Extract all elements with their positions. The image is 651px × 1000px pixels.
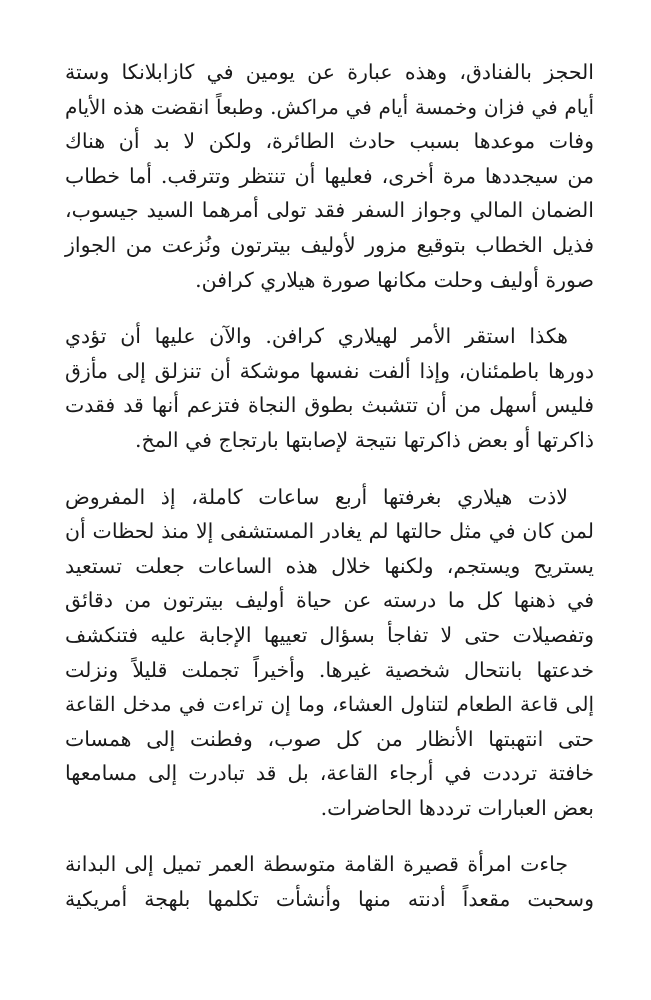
text-line: حتى انتهبتها الأنظار من كل صوب، وفطنت إلى همسات <box>65 726 594 751</box>
text-line: الضمان المالي وجواز السفر فقد تولى أمرهما السيد جيسوب، <box>65 198 594 223</box>
text-line: ذاكرتها أو بعض ذاكرتها نتيجة لإصابتها بارتجاج في المخ. <box>135 427 594 452</box>
text-line: فليس أسهل من أن تتشبث بطوق النجاة فتزعم أنها قد فقدت <box>65 393 594 418</box>
paragraph-1 <box>65 55 594 297</box>
paragraph-2 <box>65 319 594 457</box>
text-line: لاذت هيلاري بغرفتها أربع ساعات كاملة، إذ المفروض <box>65 484 568 509</box>
paragraph-4 <box>65 847 594 916</box>
text-line: من سيجددها مرة أخرى، فعليها أن تنتظر وتترقب. أما خطاب <box>65 163 594 188</box>
text-line: فذيل الخطاب بتوقيع مزور لأوليف بيترتون ونُزعت من الجواز <box>65 232 594 257</box>
text-line: صورة أوليف وحلت مكانها صورة هيلاري كرافن. <box>195 267 594 292</box>
text-line: جاءت امرأة قصيرة القامة متوسطة العمر تميل إلى البدانة <box>65 852 568 877</box>
text-line: وسحبت مقعداً أدنته منها وأنشأت تكلمها بلهجة أمريكية <box>65 887 594 912</box>
text-line: في ذهنها كل ما درسته عن حياة أوليف بيترتون من دقائق <box>65 588 594 613</box>
text-line: إلى قاعة الطعام لتناول العشاء، وما إن تراءت في مدخل القاعة <box>65 692 594 717</box>
text-line: خافتة ترددت في أرجاء القاعة، بل قد تبادرت إلى مسامعها <box>65 761 594 786</box>
text-line: خدعتها بانتحال شخصية غيرها. وأخيراً تجملت قليلاً ونزلت <box>65 657 594 682</box>
text-line: الحجز بالفنادق، وهذه عبارة عن يومين في كازابلانكا وستة <box>65 60 594 84</box>
text-line: دورها باطمئنان، وإذا ألفت نفسها موشكة أن تنزلق إلى مأزق <box>65 358 594 383</box>
text-line: بعض العبارات ترددها الحاضرات. <box>320 795 594 820</box>
text-line: يستريح ويستجم، ولكنها خلال هذه الساعات جعلت تستعيد <box>65 553 594 578</box>
text-line: وفات موعدها بسبب حادث الطائرة، ولكن لا بد أن هناك <box>65 129 594 154</box>
text-line: لمن كان في مثل حالتها لم يغادر المستشفى إلا منذ لحظات أن <box>65 519 594 544</box>
paragraph-3 <box>65 480 594 826</box>
text-line: هكذا استقر الأمر لهيلاري كرافن. والآن عليها أن تؤدي <box>65 324 568 349</box>
text-line: وتفصيلات حتى لا تفاجأ بسؤال تعييها الإجابة عليه فتنكشف <box>65 622 594 647</box>
text-line: أيام في فزان وخمسة أيام في مراكش. وطبعاً انقضت هذه الأيام <box>65 94 594 119</box>
